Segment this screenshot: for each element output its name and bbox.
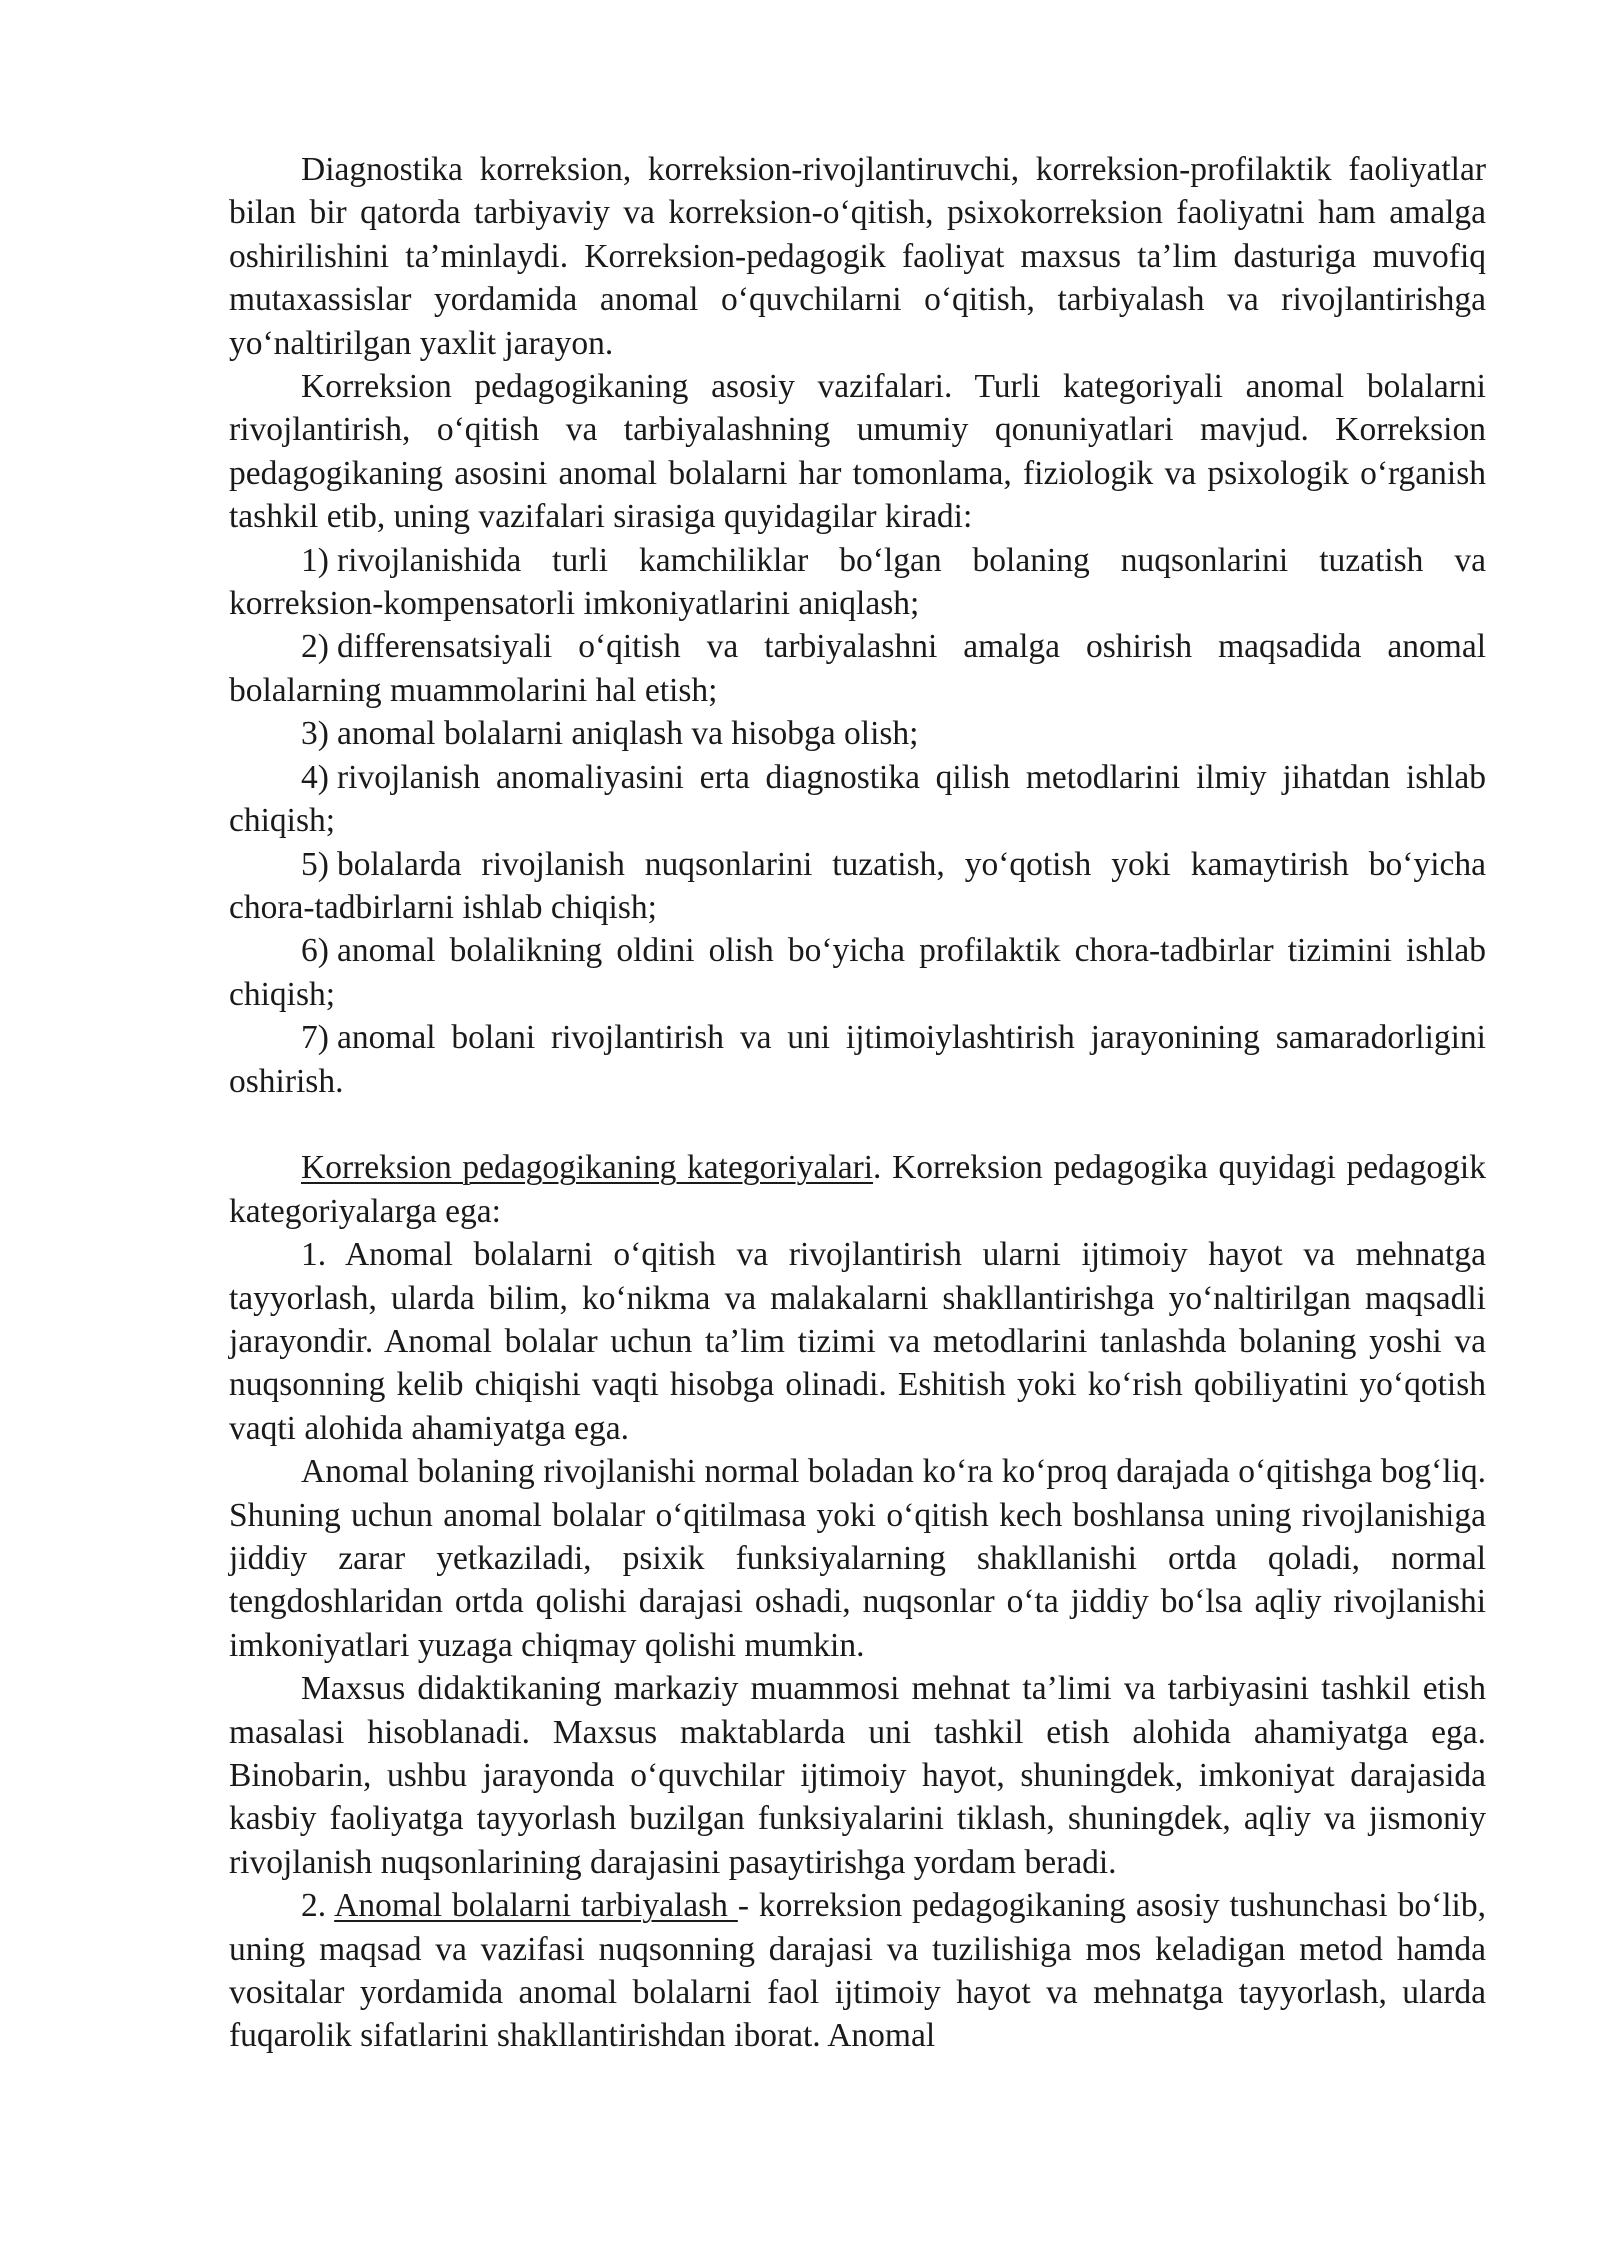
list-item-text: bolalarda rivojlanish nuqsonlarini tuzatish, yo‘qotish yoki kamaytirish bo‘yicha chora-tadbirlarni ishlab chiqish; [229, 845, 1486, 926]
category-2-term: Anomal bolalarni tarbiyalash [334, 1887, 738, 1925]
paragraph-intro: Diagnostika korreksion, korreksion-rivojlantiruvchi, korreksion-profilaktik faoliyatlar bilan bir qatorda tarbiyaviy va korreksion-o‘qitish, psixokorreksion faoliyatni ham amalga oshirilishini ta’minlaydi. Korreksion-pedagogik faoliyat maxsus ta’lim dasturiga muvofiq mutaxassislar yordamida anomal o‘quvchilarni o‘qitish, tarbiyalash va rivojlantirishga yo‘naltirilgan yaxlit jarayon. [229, 151, 1486, 362]
list-item [229, 929, 1486, 1016]
list-item [229, 843, 1486, 930]
list-item [229, 712, 1486, 755]
list-item [229, 625, 1486, 712]
list-item-number: 3) [301, 715, 329, 753]
list-item-number: 5) [301, 845, 329, 883]
list-item-text: anomal bolani rivojlantirish va uni ijtimoiylashtirish jarayonining samaradorligini oshirish. [229, 1019, 1486, 1100]
list-item-text: anomal bolalikning oldini olish bo‘yicha profilaktik chora-tadbirlar tizimini ishlab chiqish; [229, 932, 1486, 1013]
list-item-number: 1) [301, 541, 329, 579]
category-2-text: - korreksion pedagogikaning asosiy tushunchasi bo‘lib, uning maqsad va vazifasi nuqsonning darajasi va tuzilishiga mos keladigan metod hamda vositalar yordamida anomal bolalarni faol ijtimoiy hayot va mehnatga tayyorlash, ularda fuqarolik sifatlarini shakllantirishdan iborat. Anomal [229, 1887, 1486, 2055]
list-item [229, 1016, 1486, 1103]
list-item [229, 539, 1486, 626]
list-item-number: 7) [301, 1019, 329, 1057]
list-item-number: 4) [301, 758, 329, 796]
paragraph-tasks-intro: Korreksion pedagogikaning asosiy vazifalari. Turli kategoriyali anomal bolalarni rivojlantirish, o‘qitish va tarbiyalashning umumiy qonuniyatlari mavjud. Korreksion pedagogikaning asosini anomal bolalarni har tomonlama, fiziologik va psixologik o‘rganish tashkil etib, uning vazifalari sirasiga quyidagilar kiradi: [229, 368, 1486, 536]
paragraph-category-1: 1. Anomal bolalarni o‘qitish va rivojlantirish ularni ijtimoiy hayot va mehnatga tayyorlash, ularda bilim, ko‘nikma va malakalarni shakllantirishga yo‘naltirilgan maqsadli jarayondir. Anomal bolalar uchun ta’lim tizimi va metodlarini tanlashda bolaning yoshi va nuqsonning kelib chiqishi vaqti hisobga olinadi. Eshitish yoki ko‘rish qobiliyatini yo‘qotish vaqti alohida ahamiyatga ega. [229, 1236, 1486, 1447]
categories-heading: Korreksion pedagogikaning kategoriyalari [301, 1149, 874, 1187]
list-item-number: 6) [301, 932, 329, 970]
list-item-number: 2) [301, 628, 329, 666]
list-item-text: rivojlanishida turli kamchiliklar bo‘lgan bolaning nuqsonlarini tuzatish va korreksion-kompensatorli imkoniyatlarini aniqlash; [229, 541, 1486, 623]
paragraph-category-1-development: Anomal bolaning rivojlanishi normal boladan ko‘ra ko‘proq darajada o‘qitishga bog‘liq. Shuning uchun anomal bolalar o‘qitilmasa yoki o‘qitish kech boshlansa uning rivojlanishiga jiddiy zarar yetkaziladi, psixik funksiyalarning shakllanishi ortda qoladi, normal tengdoshlaridan ortda qolishi darajasi oshadi, nuqsonlar o‘ta jiddiy bo‘lsa aqliy rivojlanishi imkoniyatlari yuzaga chiqmay qolishi mumkin. [229, 1453, 1486, 1664]
paragraph-special-didactics: Maxsus didaktikaning markaziy muammosi mehnat ta’limi va tarbiyasini tashkil etish masalasi hisoblanadi. Maxsus maktablarda uni tashkil etish alohida ahamiyatga ega. Binobarin, ushbu jarayonda o‘quvchilar ijtimoiy hayot, shuningdek, imkoniyat darajasida kasbiy faoliyatga tayyorlash buzilgan funksiyalarini tiklash, shuningdek, aqliy va jismoniy rivojlanish nuqsonlarining darajasini pasaytirishga yordam beradi. [229, 1670, 1486, 1881]
list-item-text: differensatsiyali o‘qitish va tarbiyalashni amalga oshirish maqsadida anomal bolalarning muammolarini hal etish; [229, 628, 1486, 709]
paragraph-category-2 [229, 1884, 1486, 2058]
document-page [229, 148, 1486, 2058]
paragraph-categories-intro [229, 1146, 1486, 1233]
list-item-text: rivojlanish anomaliyasini erta diagnostika qilish metodlarini ilmiy jihatdan ishlab chiqish; [229, 758, 1486, 840]
category-2-number: 2. [301, 1887, 335, 1925]
list-item [229, 756, 1486, 843]
list-item-text: anomal bolalarni aniqlash va hisobga olish; [337, 715, 919, 753]
categories-intro-text: . Korreksion pedagogika quyidagi pedagogik kategoriyalarga ega: [229, 1149, 1486, 1230]
